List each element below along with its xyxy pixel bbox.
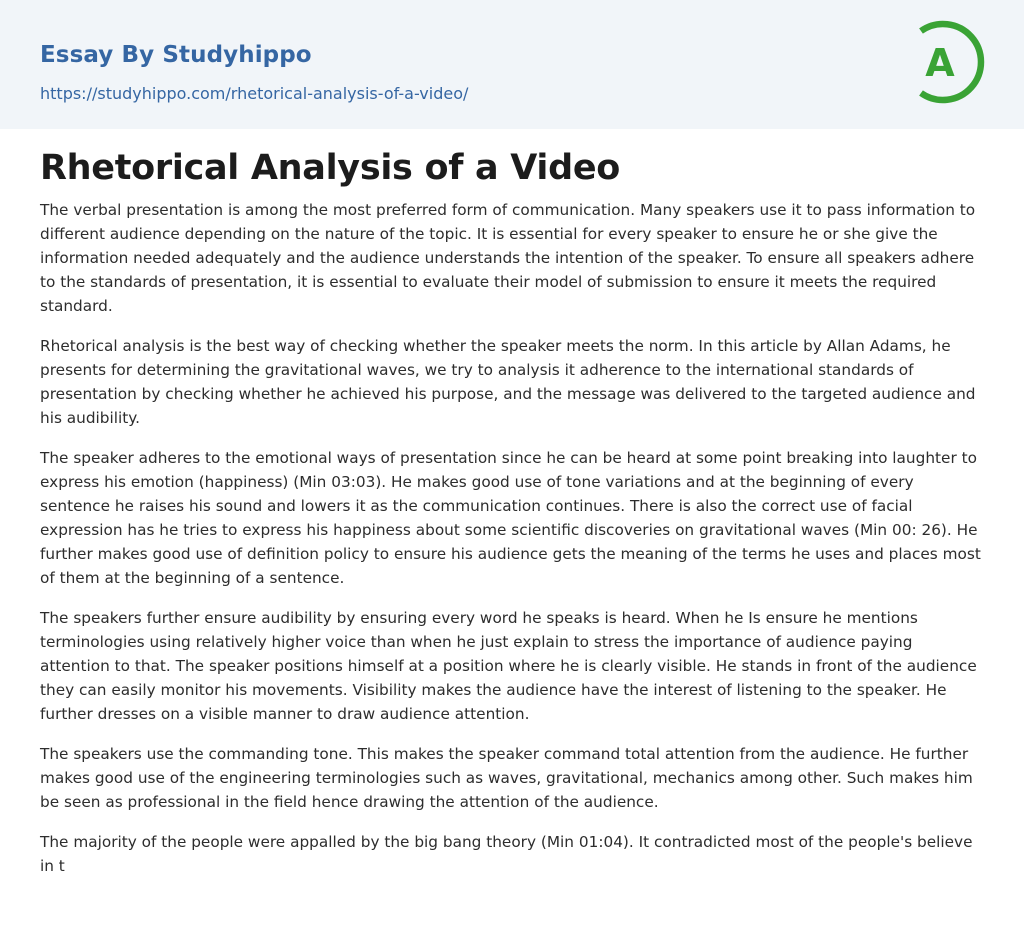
article-paragraph: The speakers further ensure audibility by ensuring every word he speaks is heard. When he Is ensure he mentions terminologies using relatively higher voice than when he just explain to stress the importance of audience paying attention to that. The speaker positions himself at a position where he is clearly visible. He stands in front of the audience they can easily monitor his movements. Visibility makes the audience have the interest of listening to the speaker. He further dresses on a visible manner to draw audience attention. — [40, 609, 977, 723]
article-url-link[interactable]: https://studyhippo.com/rhetorical-analysis-of-a-video/ — [40, 84, 469, 103]
article-title: Rhetorical Analysis of a Video — [40, 148, 621, 188]
article-paragraph: The majority of the people were appalled by the big bang theory (Min 01:04). It contradicted most of the people's believe in t — [40, 833, 973, 875]
article-paragraph: Rhetorical analysis is the best way of checking whether the speaker meets the norm. In this article by Allan Adams, he presents for determining the gravitational waves, we try to analysis it adherence to the international standards of presentation by checking whether he achieved his purpose, and the message was delivered to the targeted audience and his audibility. — [40, 337, 976, 427]
studyhippo-logo-icon[interactable] — [913, 19, 986, 105]
article-paragraph: The speakers use the commanding tone. This makes the speaker command total attention from the audience. He further makes good use of the engineering terminologies such as waves, gravitational, mechanics among other. Such makes him be seen as professional in the field hence drawing the attention of the audience. — [40, 745, 973, 811]
site-header — [0, 0, 1024, 129]
logo-letter: A — [925, 41, 955, 85]
site-brand[interactable]: Essay By Studyhippo — [40, 42, 312, 68]
article-body — [40, 146, 985, 894]
article-paragraph: The speaker adheres to the emotional ways of presentation since he can be heard at some point breaking into laughter to express his emotion (happiness) (Min 03:03). He makes good use of tone variations and at the beginning of every sentence he raises his sound and lowers it as the communication continues. There is also the correct use of facial expression has he tries to express his happiness about some scientific discoveries on gravitational waves (Min 00: 26). He further makes good use of definition policy to ensure his audience gets the meaning of the terms he uses and places most of them at the beginning of a sentence. — [40, 449, 981, 587]
article-paragraph: The verbal presentation is among the most preferred form of communication. Many speakers use it to pass information to different audience depending on the nature of the topic. It is essential for every speaker to ensure he or she give the information needed adequately and the audience understands the intention of the speaker. To ensure all speakers adhere to the standards of presentation, it is essential to evaluate their model of submission to ensure it meets the required standard. — [40, 201, 976, 315]
